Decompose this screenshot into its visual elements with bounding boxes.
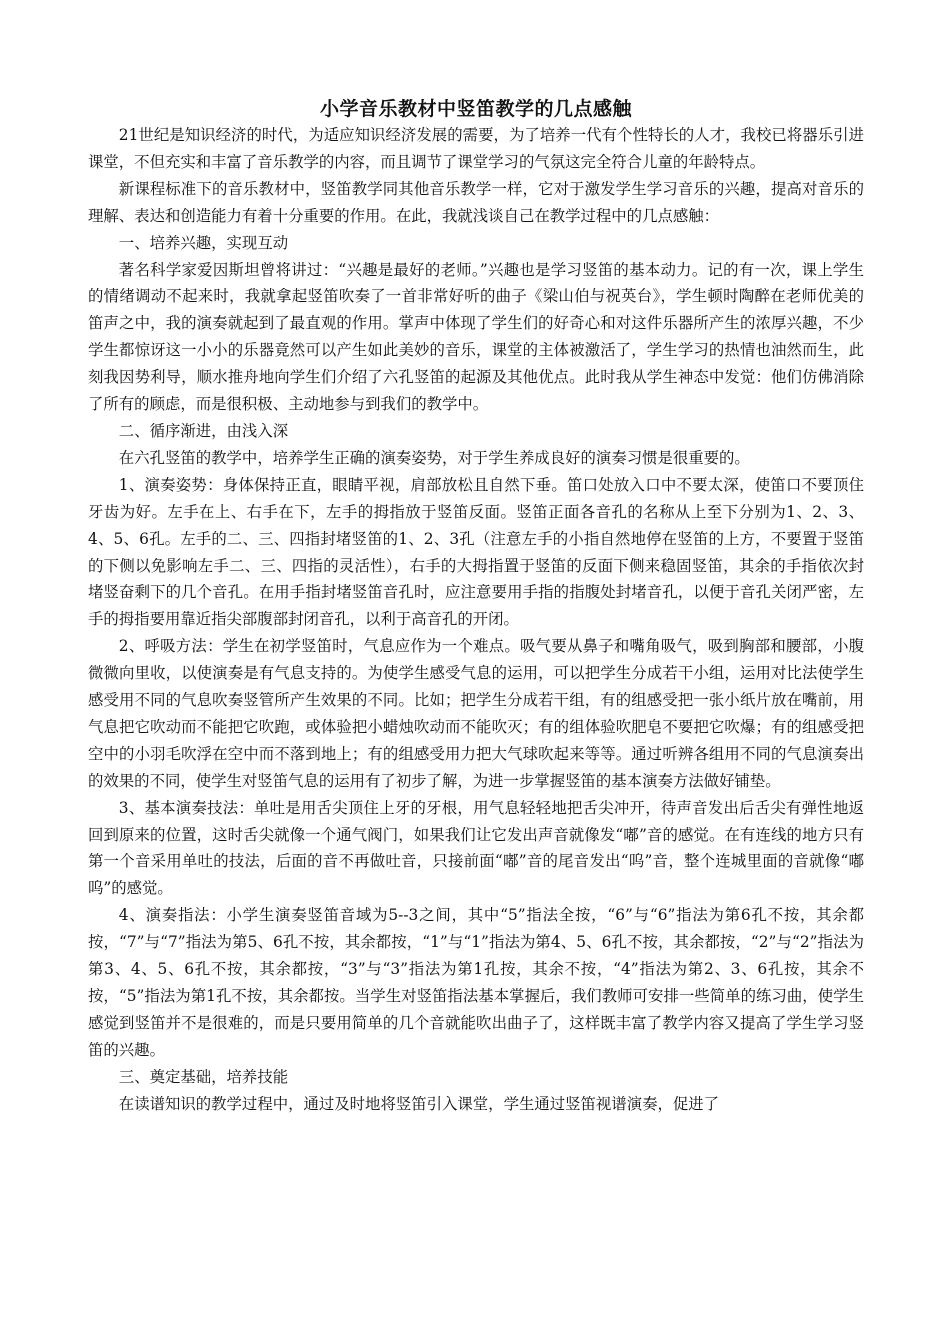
section-heading-1: 一、培养兴趣，实现互动 [118,233,289,252]
paragraph-posture-intro: 在六孔竖笛的教学中，培养学生正确的演奏姿势，对于学生养成良好的演奏习惯是很重要的。 [118,448,750,467]
paragraph-reading: 在读谱知识的教学过程中，通过及时地将竖笛引入课堂，学生通过竖笛视谱演奏，促进了 [118,1094,720,1113]
paragraph-posture: 1、演奏姿势：身体保持正直，眼睛平视，肩部放松且自然下垂。笛口处放入口中不要太深，使笛口不要顶住牙齿为好。左手在上、右手在下，左手的拇指放于竖笛反面。竖笛正面各音孔的名称从上至下分别为1、2、3、4、5、6孔。左手的二、三、四指封堵竖笛的1、2、3孔（注意左手的小指自然地停在竖笛的上方，不要置于竖笛的下侧以免影响左手二、三、四指的灵活性），右手的大拇指置于竖笛的反面下侧来稳固竖笛，其余的手指依次封堵竖奋剩下的几个音孔。在用手指封堵竖笛音孔时，应注意要用手指的指腹处封堵音孔，以便于音孔关闭严密，左手的拇指要用靠近指尖部腹部封闭音孔，以利于高音孔的开闭。 [88,475,864,629]
document-title: 小学音乐教材中竖笛教学的几点感触 [319,98,632,120]
paragraph-interest: 著名科学家爱因斯坦曾将讲过：“兴趣是最好的老师。”兴趣也是学习竖笛的基本动力。记的有一次，课上学生的情绪调动不起来时，我就拿起竖笛吹奏了一首非常好听的曲子《梁山伯与祝英台》，学生顿时陶醉在老师优美的笛声之中，我的演奏就起到了最直观的作用。掌声中体现了学生们的好奇心和对这件乐器所产生的浓厚兴趣，不少学生都惊讶这一小小的乐器竟然可以产生如此美妙的音乐，课堂的主体被激活了，学生学习的热情也油然而生，此刻我因势利导，顺水推舟地向学生们介绍了六孔竖笛的起源及其他优点。此时我从学生神态中发觉：他们仿佛消除了所有的顾虑，而是很积极、主动地参与到我们的教学中。 [88,260,864,414]
section-heading-2: 二、循序渐进，由浅入深 [118,421,289,440]
paragraph-intro: 21世纪是知识经济的时代，为适应知识经济发展的需要，为了培养一代有个性特长的人才，我校已将器乐引进课堂，不但充实和丰富了音乐教学的内容，而且调节了课堂学习的气氛这完全符合儿童的年龄特点。 [88,126,864,171]
section-heading-3: 三、奠定基础，培养技能 [118,1067,289,1086]
paragraph-technique: 3、基本演奏技法：单吐是用舌尖顶住上牙的牙根，用气息轻轻地把舌尖冲开，待声音发出后舌尖有弹性地返回到原来的位置，这时舌尖就像一个通气阀门，如果我们让它发出声音就像发“嘟”音的感觉。在有连线的地方只有第一个音采用单吐的技法，后面的音不再做吐音，只接前面“嘟”音的尾音发出“呜”音，整个连城里面的音就像“嘟呜”的感觉。 [88,798,864,898]
paragraph-fingering: 4、演奏指法：小学生演奏竖笛音域为5--3之间，其中“5”指法全按，“6”与“6”指法为第6孔不按，其余都按，“7”与“7”指法为第5、6孔不按，其余都按，“1”与“1”指法为第4、5、6孔不按，其余都按，“2”与“2”指法为第3、4、5、6孔不按，其余都按，“3”与“3”指法为第1孔按，其余不按，“4”指法为第2、3、6孔按，其余不按，“5”指法为第1孔不按，其余都按。当学生对竖笛指法基本掌握后，我们教师可安排一些简单的练习曲，使学生感觉到竖笛并不是很难的，而是只要用简单的几个音就能吹出曲子了，这样既丰富了教学内容又提高了学生学习竖笛的兴趣。 [88,906,864,1059]
paragraph-breathing: 2、呼吸方法：学生在初学竖笛时，气息应作为一个难点。吸气要从鼻子和嘴角吸气，吸到胸部和腰部，小腹微微向里收，以使演奏是有气息支持的。为使学生感受气息的运用，可以把学生分成若干小组，运用对比法使学生感受用不同的气息吹奏竖管所产生效果的不同。比如；把学生分成若干组，有的组感受把一张小纸片放在嘴前，用气息把它吹动而不能把它吹跑，或体验把小蜡烛吹动而不能吹灭；有的组体验吹肥皂不要把它吹爆；有的组感受把空中的小羽毛吹浮在空中而不落到地上；有的组感受用力把大气球吹起来等等。通过听辨各组用不同的气息演奏出的效果的不同，使学生对竖笛气息的运用有了初步了解，为进一步掌握竖笛的基本演奏方法做好铺垫。 [88,637,864,790]
paragraph-curriculum: 新课程标准下的音乐教材中，竖笛教学同其他音乐教学一样，它对于激发学生学习音乐的兴趣，提高对音乐的理解、表达和创造能力有着十分重要的作用。在此，我就浅谈自己在教学过程中的几点感触： [88,179,864,225]
